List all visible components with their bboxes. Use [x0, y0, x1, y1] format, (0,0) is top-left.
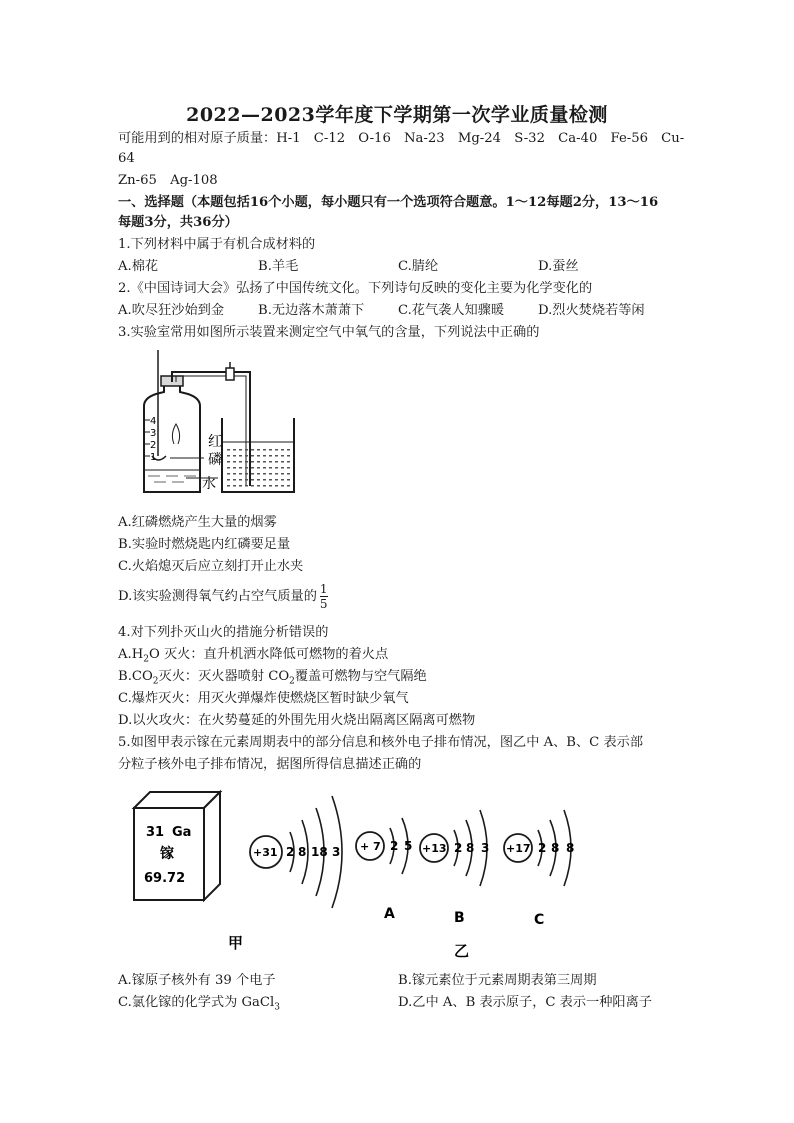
gallium-atom-diagram — [250, 796, 342, 908]
cell-symbol: Ga — [172, 825, 192, 840]
svg-text:2: 2 — [286, 845, 295, 859]
svg-text:+13: +13 — [422, 842, 447, 855]
label-jia: 甲 — [228, 934, 244, 952]
q3-option-d-text: D.该实验测得氧气约占空气质量的 — [118, 589, 317, 604]
svg-text:3: 3 — [332, 845, 341, 859]
label-red: 红 — [208, 434, 222, 450]
bottle-mark-4: 4 — [150, 416, 157, 427]
section1-heading-line1: 一、选择题（本题包括16个小题，每小题只有一个选项符合题意。1～12每题2分，13～16 — [118, 195, 659, 210]
q1-option-a: A.棉花 — [118, 259, 159, 274]
exam-title: 2022—2023学年度下学期第一次学业质量检测 — [186, 104, 608, 126]
svg-text:8: 8 — [551, 841, 560, 855]
svg-text:18: 18 — [311, 845, 328, 859]
q3-stem: 3.实验室常用如图所示装置来测定空气中氧气的含量，下列说法中正确的 — [118, 325, 540, 340]
svg-text:+17: +17 — [506, 842, 531, 855]
q1-stem: 1.下列材料中属于有机合成材料的 — [118, 237, 316, 252]
atomic-mass-line2: 64 — [118, 151, 135, 166]
cell-atomic-mass: 69.72 — [144, 871, 186, 886]
flame-icon — [172, 424, 179, 444]
q5-option-b: B.镓元素位于元素周期表第三周期 — [398, 973, 597, 988]
q5-option-a: A.镓原子核外有 39 个电子 — [118, 973, 276, 988]
q3-option-b: B.实验时燃烧匙内红磷要足量 — [118, 537, 291, 552]
atomic-mass-line1: 可能用到的相对原子质量：H-1 C-12 O-16 Na-23 Mg-24 S-32 Ca-40 Fe-56 Cu- — [118, 131, 685, 146]
q4-option-a: $A.H_2O$ 灭火：直升机洒水降低可燃物的着火点 — [118, 647, 389, 665]
svg-text:8: 8 — [298, 845, 307, 859]
svg-text:2: 2 — [454, 841, 463, 855]
q5-option-d: D.乙中 A、B 表示原子，C 表示一种阳离子 — [398, 995, 652, 1010]
oxygen-apparatus-figure — [130, 346, 305, 504]
section1-heading-line2: 每题3分，共36分） — [118, 215, 238, 230]
svg-text:+31: +31 — [253, 846, 278, 859]
q3-option-c: C.火焰熄灭后应立刻打开止水夹 — [118, 559, 304, 574]
label-b: B — [454, 910, 465, 926]
q2-option-d: D.烈火焚烧若等闲 — [538, 303, 645, 318]
q2-option-c: C.花气袭人知骤暖 — [398, 303, 505, 318]
clamp-icon — [226, 368, 234, 380]
svg-text:2: 2 — [390, 839, 399, 853]
q1-option-b: B.羊毛 — [258, 259, 299, 274]
bottle-water-hatch — [148, 476, 196, 482]
q5-option-c: C.氯化镓的化学式为 GaCl$_3$ — [118, 995, 280, 1013]
fraction-denominator: 5 — [319, 597, 328, 611]
bottle-mark-2: 2 — [150, 440, 157, 451]
svg-text:5: 5 — [404, 839, 413, 853]
fraction-one-fifth — [320, 582, 328, 611]
q4-option-c: C.爆炸灭火：用灭火弹爆炸使燃烧区暂时缺少氧气 — [118, 691, 409, 706]
q4-stem: 4.对下列扑灭山火的措施分析错误的 — [118, 625, 329, 640]
label-yi: 乙 — [454, 942, 470, 960]
q4-option-d: D.以火攻火：在火势蔓延的外围先用火烧出隔离区隔离可燃物 — [118, 713, 476, 728]
fraction-numerator: 1 — [319, 582, 328, 596]
q1-option-c: C.腈纶 — [398, 259, 439, 274]
cell-name: 镓 — [160, 846, 174, 862]
q2-option-b: B.无边落木萧萧下 — [258, 303, 365, 318]
svg-text:3: 3 — [481, 841, 490, 855]
label-water: 水 — [202, 476, 216, 492]
svg-text:2: 2 — [538, 841, 547, 855]
q2-option-a: A.吹尽狂沙始到金 — [118, 303, 225, 318]
q1-option-d: D.蚕丝 — [538, 259, 579, 274]
q4-option-b: $B.CO_2$灭火：灭火器喷射 $CO_2$覆盖可燃物与空气隔绝 — [118, 669, 427, 687]
q5-stem-line1: 5.如图甲表示镓在元素周期表中的部分信息和核外电子排布情况，图乙中 A、B、C 表示部 — [118, 735, 644, 750]
label-phosphorus: 磷 — [208, 452, 222, 468]
q3-option-d — [118, 582, 328, 612]
electron-configuration-figure — [120, 782, 600, 962]
atomic-mass-line3: Zn-65 Ag-108 — [118, 173, 218, 188]
particle-c-diagram — [504, 810, 574, 886]
q5-stem-line2: 分粒子核外电子排布情况，据图所得信息描述正确的 — [118, 757, 422, 772]
cell-atomic-number: 31 — [146, 825, 165, 840]
svg-text:8: 8 — [566, 841, 575, 855]
q3-option-a: A.红磷燃烧产生大量的烟雾 — [118, 515, 277, 530]
label-c: C — [534, 912, 545, 928]
particle-b-diagram — [420, 810, 489, 886]
svg-text:+ 7: + 7 — [360, 840, 381, 853]
svg-text:8: 8 — [466, 841, 475, 855]
particle-a-diagram — [356, 818, 412, 874]
gallium-periodic-cell — [134, 792, 220, 900]
label-a: A — [384, 906, 395, 922]
q2-stem: 2.《中国诗词大会》弘扬了中国传统文化。下列诗句反映的变化主要为化学变化的 — [118, 281, 593, 296]
bottle-mark-1: 1 — [150, 452, 157, 463]
beaker-water-pattern — [226, 448, 290, 488]
bottle-mark-3: 3 — [150, 428, 157, 439]
